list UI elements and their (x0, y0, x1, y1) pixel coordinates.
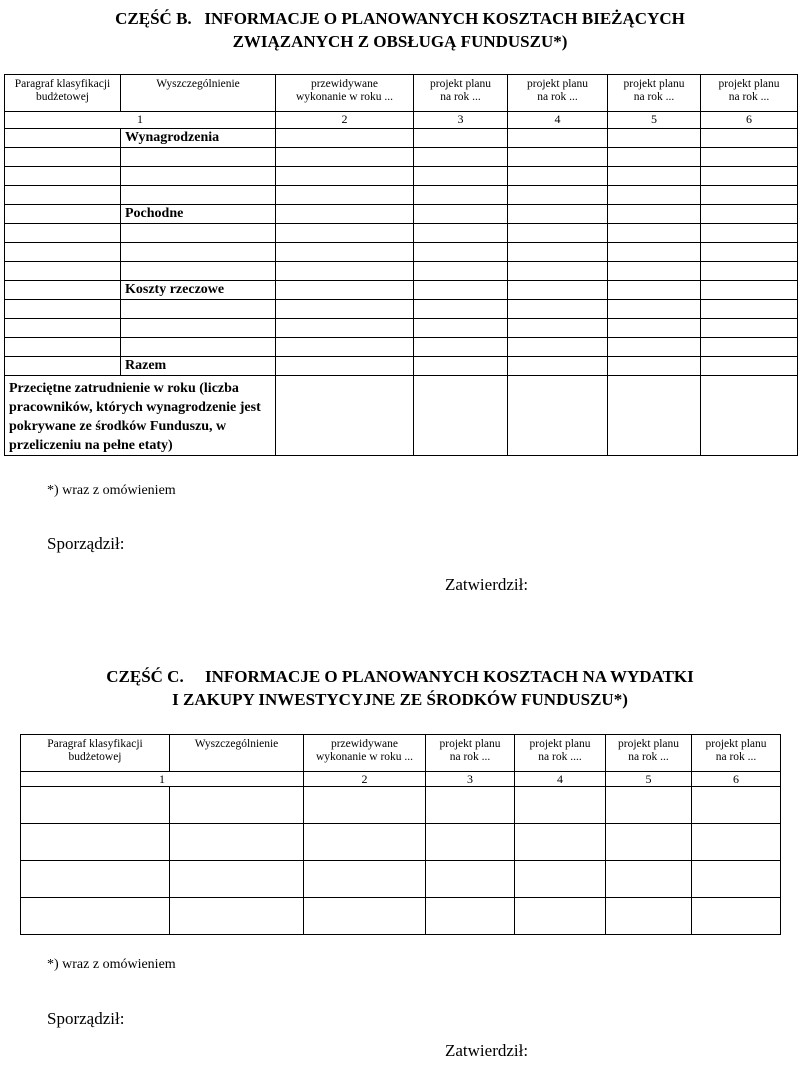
table-cell[interactable] (5, 148, 121, 167)
table-cell[interactable] (701, 357, 798, 376)
header-specification: Wyszczególnienie (170, 735, 304, 772)
table-cell[interactable] (701, 319, 798, 338)
table-cell[interactable] (608, 243, 701, 262)
table-cell[interactable] (515, 824, 606, 861)
table-cell[interactable] (508, 281, 608, 300)
part-b-header-row (5, 75, 798, 112)
table-cell[interactable] (414, 129, 508, 148)
table-cell[interactable] (5, 262, 121, 281)
table-row (21, 824, 781, 861)
table-row (5, 205, 798, 224)
table-cell[interactable] (170, 898, 304, 935)
category-derivatives: Pochodne (121, 205, 276, 224)
table-cell[interactable] (606, 861, 692, 898)
table-cell[interactable] (414, 224, 508, 243)
table-cell[interactable] (608, 262, 701, 281)
table-cell[interactable] (608, 376, 701, 456)
table-cell[interactable] (701, 262, 798, 281)
table-cell[interactable] (608, 357, 701, 376)
column-number: 6 (701, 112, 798, 129)
table-cell[interactable] (121, 167, 276, 186)
table-cell[interactable] (121, 148, 276, 167)
header-expected-execution: przewidywane wykonanie w roku ... (304, 735, 426, 772)
table-cell[interactable] (5, 129, 121, 148)
table-row (5, 262, 798, 281)
header-plan-year-1: projekt planu na rok ... (426, 735, 515, 772)
part-b-footnote: *) wraz z omówieniem (47, 483, 176, 498)
table-cell[interactable] (304, 898, 426, 935)
table-cell[interactable] (414, 300, 508, 319)
header-plan-year-4: projekt planu na rok ... (692, 735, 781, 772)
table-cell[interactable] (5, 167, 121, 186)
column-number: 2 (276, 112, 414, 129)
table-cell[interactable] (692, 787, 781, 824)
table-cell[interactable] (276, 376, 414, 456)
table-cell[interactable] (701, 243, 798, 262)
header-plan-year-3: projekt planu na rok ... (606, 735, 692, 772)
table-cell[interactable] (508, 167, 608, 186)
table-cell[interactable] (426, 824, 515, 861)
table-cell[interactable] (508, 148, 608, 167)
table-cell[interactable] (508, 376, 608, 456)
table-cell[interactable] (508, 224, 608, 243)
table-cell[interactable] (5, 300, 121, 319)
column-number: 4 (508, 112, 608, 129)
table-cell[interactable] (508, 243, 608, 262)
table-row (5, 186, 798, 205)
table-cell[interactable] (5, 319, 121, 338)
table-cell[interactable] (608, 338, 701, 357)
table-cell[interactable] (508, 300, 608, 319)
table-cell[interactable] (121, 186, 276, 205)
table-cell[interactable] (515, 787, 606, 824)
part-b-title (0, 7, 800, 53)
table-cell[interactable] (5, 243, 121, 262)
table-cell[interactable] (701, 129, 798, 148)
table-cell[interactable] (121, 262, 276, 281)
table-cell[interactable] (276, 300, 414, 319)
part-b-title-line2: ZWIĄZANYCH Z OBSŁUGĄ FUNDUSZU*) (232, 32, 568, 51)
table-cell[interactable] (276, 148, 414, 167)
table-cell[interactable] (414, 205, 508, 224)
part-c-footnote: *) wraz z omówieniem (47, 957, 176, 972)
table-cell[interactable] (508, 262, 608, 281)
table-cell[interactable] (304, 861, 426, 898)
column-number: 1 (21, 772, 304, 787)
table-cell[interactable] (21, 898, 170, 935)
column-number: 3 (414, 112, 508, 129)
table-cell[interactable] (276, 205, 414, 224)
table-cell[interactable] (121, 300, 276, 319)
table-cell[interactable] (606, 787, 692, 824)
table-cell[interactable] (701, 281, 798, 300)
table-cell[interactable] (608, 319, 701, 338)
table-cell[interactable] (276, 281, 414, 300)
column-number: 5 (606, 772, 692, 787)
part-c-title (0, 665, 800, 711)
table-cell[interactable] (21, 861, 170, 898)
table-cell[interactable] (121, 224, 276, 243)
table-cell[interactable] (508, 319, 608, 338)
column-number: 2 (304, 772, 426, 787)
table-row (5, 300, 798, 319)
table-cell[interactable] (276, 338, 414, 357)
table-cell[interactable] (701, 148, 798, 167)
part-b-table (4, 74, 798, 456)
table-row (21, 898, 781, 935)
header-plan-year-4: projekt planu na rok ... (701, 75, 798, 112)
table-cell[interactable] (608, 281, 701, 300)
table-cell[interactable] (21, 787, 170, 824)
part-b-title-line1: CZĘŚĆ B. INFORMACJE O PLANOWANYCH KOSZTACH BIEŻĄCYCH (115, 9, 685, 28)
table-cell[interactable] (414, 319, 508, 338)
header-budget-paragraph: Paragraf klasyfikacji budżetowej (21, 735, 170, 772)
table-cell[interactable] (414, 243, 508, 262)
column-number: 1 (5, 112, 276, 129)
table-cell[interactable] (414, 262, 508, 281)
table-cell[interactable] (701, 205, 798, 224)
header-plan-year-2: projekt planu na rok ... (508, 75, 608, 112)
table-cell[interactable] (276, 319, 414, 338)
table-cell[interactable] (606, 824, 692, 861)
table-row (5, 319, 798, 338)
table-cell[interactable] (121, 338, 276, 357)
category-total: Razem (121, 357, 276, 376)
header-plan-year-1: projekt planu na rok ... (414, 75, 508, 112)
table-row (5, 338, 798, 357)
table-cell[interactable] (5, 186, 121, 205)
table-cell[interactable] (608, 148, 701, 167)
table-cell[interactable] (276, 224, 414, 243)
column-number: 4 (515, 772, 606, 787)
header-plan-year-2: projekt planu na rok .... (515, 735, 606, 772)
table-cell[interactable] (701, 376, 798, 456)
table-cell[interactable] (276, 243, 414, 262)
table-cell[interactable] (170, 824, 304, 861)
table-row (21, 861, 781, 898)
part-c-column-number-row (21, 772, 781, 787)
table-row (21, 787, 781, 824)
table-cell[interactable] (5, 205, 121, 224)
table-cell[interactable] (701, 224, 798, 243)
table-cell[interactable] (276, 186, 414, 205)
table-cell[interactable] (508, 186, 608, 205)
table-cell[interactable] (508, 338, 608, 357)
table-row (5, 357, 798, 376)
part-b-approved-by: Zatwierdził: (445, 575, 529, 594)
table-cell[interactable] (414, 376, 508, 456)
header-expected-execution: przewidywane wykonanie w roku ... (276, 75, 414, 112)
part-c-title-line1: CZĘŚĆ C. INFORMACJE O PLANOWANYCH KOSZTACH NA WYDATKI (106, 667, 694, 686)
table-cell[interactable] (170, 787, 304, 824)
table-cell[interactable] (5, 357, 121, 376)
part-c-table (20, 734, 781, 935)
table-cell[interactable] (276, 262, 414, 281)
table-cell[interactable] (608, 186, 701, 205)
table-row (5, 129, 798, 148)
table-cell[interactable] (515, 898, 606, 935)
column-number: 5 (608, 112, 701, 129)
table-cell[interactable] (692, 898, 781, 935)
table-row (5, 167, 798, 186)
part-c-title-line2: I ZAKUPY INWESTYCYJNE ZE ŚRODKÓW FUNDUSZU*) (172, 690, 628, 709)
part-c-header-row (21, 735, 781, 772)
table-cell[interactable] (414, 148, 508, 167)
table-cell[interactable] (414, 338, 508, 357)
table-cell[interactable] (414, 167, 508, 186)
table-cell[interactable] (414, 357, 508, 376)
table-cell[interactable] (515, 861, 606, 898)
table-cell[interactable] (121, 243, 276, 262)
average-employment-row (5, 376, 798, 456)
table-cell[interactable] (701, 338, 798, 357)
table-cell[interactable] (276, 129, 414, 148)
table-cell[interactable] (701, 167, 798, 186)
table-cell[interactable] (121, 319, 276, 338)
table-cell[interactable] (5, 224, 121, 243)
table-cell[interactable] (508, 205, 608, 224)
table-cell[interactable] (426, 861, 515, 898)
table-cell[interactable] (304, 787, 426, 824)
column-number: 6 (692, 772, 781, 787)
table-cell[interactable] (508, 129, 608, 148)
table-cell[interactable] (414, 186, 508, 205)
table-cell[interactable] (414, 281, 508, 300)
table-cell[interactable] (508, 357, 608, 376)
part-b-column-number-row (5, 112, 798, 129)
table-cell[interactable] (5, 281, 121, 300)
header-budget-paragraph: Paragraf klasyfikacji budżetowej (5, 75, 121, 112)
table-cell[interactable] (701, 186, 798, 205)
table-cell[interactable] (701, 300, 798, 319)
table-cell[interactable] (692, 824, 781, 861)
table-cell[interactable] (304, 824, 426, 861)
category-material-costs: Koszty rzeczowe (121, 281, 276, 300)
table-cell[interactable] (606, 898, 692, 935)
part-b-prepared-by: Sporządził: (47, 534, 125, 553)
table-cell[interactable] (21, 824, 170, 861)
table-cell[interactable] (608, 300, 701, 319)
table-cell[interactable] (5, 338, 121, 357)
category-wages: Wynagrodzenia (121, 129, 276, 148)
table-row (5, 224, 798, 243)
table-cell[interactable] (608, 129, 701, 148)
table-cell[interactable] (170, 861, 304, 898)
header-plan-year-3: projekt planu na rok ... (608, 75, 701, 112)
table-cell[interactable] (276, 167, 414, 186)
part-c-prepared-by: Sporządził: (47, 1009, 125, 1028)
average-employment-label: Przeciętne zatrudnienie w roku (liczba pracowników, których wynagrodzenie jest pokrywane ze środków Funduszu, w przeliczeniu na pełne etaty) (5, 376, 276, 456)
table-cell[interactable] (692, 861, 781, 898)
table-cell[interactable] (276, 357, 414, 376)
table-row (5, 148, 798, 167)
header-specification: Wyszczególnienie (121, 75, 276, 112)
part-c-approved-by: Zatwierdził: (445, 1041, 529, 1060)
table-cell[interactable] (608, 205, 701, 224)
table-cell[interactable] (426, 787, 515, 824)
column-number: 3 (426, 772, 515, 787)
table-cell[interactable] (426, 898, 515, 935)
table-cell[interactable] (608, 224, 701, 243)
table-row (5, 243, 798, 262)
table-cell[interactable] (608, 167, 701, 186)
table-row (5, 281, 798, 300)
